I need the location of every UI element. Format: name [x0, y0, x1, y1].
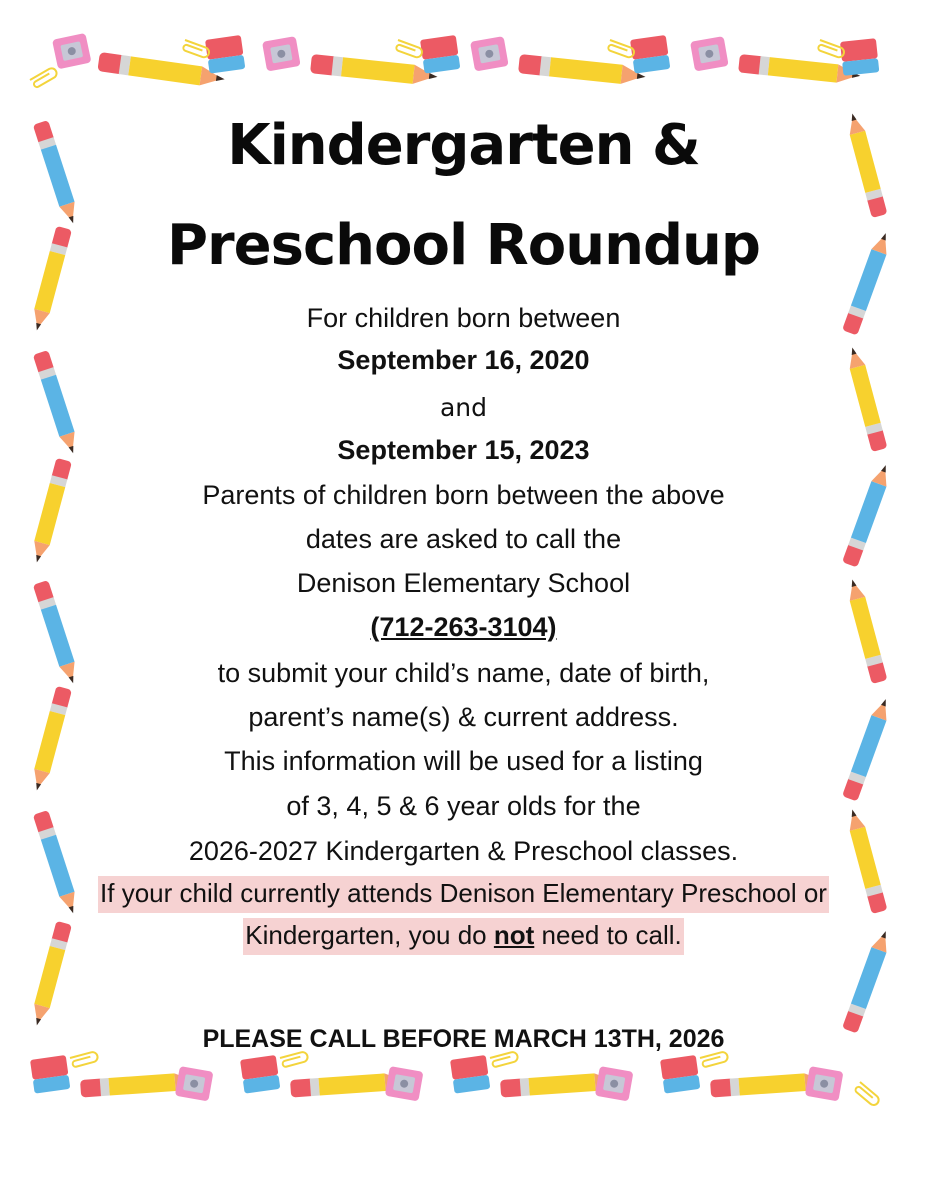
- title-line-1: Kindergarten &: [227, 113, 700, 178]
- body2-line-2: parent’s name(s) & current address.: [248, 702, 679, 732]
- top-border-row: [30, 33, 879, 89]
- body-line-3: Denison Elementary School: [296, 568, 631, 598]
- note-highlight-1: If your child currently attends Denison Elementary Preschool or: [98, 876, 829, 913]
- body-line-1: Parents of children born between the above: [202, 480, 725, 510]
- intro-text: For children born between: [306, 303, 621, 333]
- bottom-border-row: [30, 1051, 881, 1107]
- note-line2-pre: Kindergarten, you do: [245, 920, 494, 950]
- body2-line-4: of 3, 4, 5 & 6 year olds for the: [286, 791, 641, 821]
- title-line-2: Preschool Roundup: [166, 213, 761, 278]
- note-emphasis-not: not: [493, 920, 535, 950]
- and-text: and: [439, 393, 488, 422]
- attendance-note-line-1: [0, 880, 927, 906]
- body2-line-5: 2026-2027 Kindergarten & Preschool classes.: [188, 836, 739, 866]
- note-line2-post: need to call.: [534, 920, 682, 950]
- body-line-2: dates are asked to call the: [305, 524, 622, 554]
- date-end: September 15, 2023: [337, 435, 590, 465]
- phone-number: (712-263-3104): [370, 612, 557, 642]
- call-deadline: PLEASE CALL BEFORE MARCH 13TH, 2026: [202, 1025, 725, 1053]
- date-start: September 16, 2020: [337, 345, 590, 375]
- note-highlight-2: [243, 918, 683, 955]
- body2-line-1: to submit your child’s name, date of birth,: [217, 658, 710, 688]
- attendance-note-line-2: [0, 922, 927, 948]
- body2-line-3: This information will be used for a listing: [224, 746, 703, 776]
